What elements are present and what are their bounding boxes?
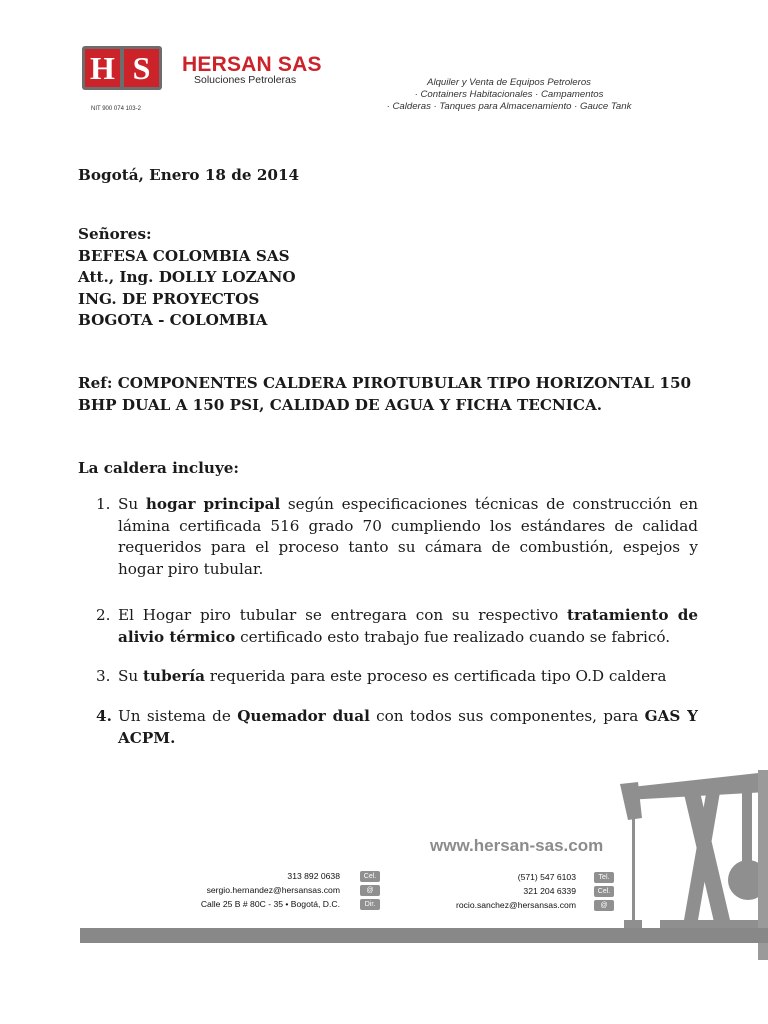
item-highlight: tubería bbox=[143, 667, 205, 685]
footer-band bbox=[80, 928, 768, 943]
list-number: 3. bbox=[96, 667, 111, 685]
item-text: Su bbox=[118, 495, 146, 513]
item-text: con todos sus componentes, para bbox=[369, 707, 645, 725]
item-highlight: tratamiento de alivio térmico bbox=[118, 606, 698, 646]
svg-text:H: H bbox=[90, 50, 115, 86]
contact-tags-left bbox=[360, 871, 380, 913]
contact-address: Calle 25 B # 80C - 35 • Bogotá, D.C. bbox=[200, 899, 340, 909]
list-number: 2. bbox=[96, 606, 111, 624]
recipient-line: BOGOTA - COLOMBIA bbox=[78, 311, 268, 329]
service-line: · Calderas · Tanques para Almacenamiento · Gauce Tank bbox=[386, 101, 632, 112]
recipient-line: BEFESA COLOMBIA SAS bbox=[78, 246, 290, 265]
services-list bbox=[380, 77, 638, 113]
cel-tag: Cel. bbox=[594, 886, 614, 897]
list-number: 4. bbox=[96, 707, 112, 725]
item-text: requerida para este proceso es certificada tipo O.D caldera bbox=[204, 667, 667, 685]
item-text: Un sistema de bbox=[118, 707, 238, 725]
hersan-logo-icon bbox=[82, 46, 162, 90]
list-item bbox=[96, 494, 698, 580]
service-line: Alquiler y Venta de Equipos Petroleros bbox=[427, 77, 591, 88]
letter-date: Bogotá, Enero 18 de 2014 bbox=[78, 166, 300, 184]
tel-tag: Tel. bbox=[594, 872, 614, 883]
contact-email[interactable]: sergio.hernandez@hersansas.com bbox=[206, 885, 340, 895]
item-highlight: GAS Y ACPM. bbox=[118, 707, 698, 747]
list-item bbox=[96, 605, 698, 648]
list-item bbox=[96, 706, 698, 749]
service-line: · Containers Habitacionales · Campamentos bbox=[414, 89, 604, 100]
contact-tags-right bbox=[594, 872, 614, 914]
intro-line: La caldera incluye: bbox=[78, 459, 240, 477]
contact-tel: (571) 547 6103 bbox=[517, 872, 576, 882]
recipient-line: Señores: bbox=[78, 225, 152, 243]
nit-number: NIT 900 074 103-2 bbox=[91, 106, 141, 112]
cel-tag: Cel. bbox=[360, 871, 380, 882]
email-tag: @ bbox=[360, 885, 380, 896]
contact-cel: 321 204 6339 bbox=[523, 886, 576, 896]
reference-line: Ref: COMPONENTES CALDERA PIROTUBULAR TIPO HORIZONTAL 150 BHP DUAL A 150 PSI, CALIDAD DE AGUA Y FICHA TECNICA. bbox=[78, 374, 692, 414]
item-text: El Hogar piro tubular se entregara con su respectivo bbox=[118, 606, 568, 624]
email-tag: @ bbox=[594, 900, 614, 911]
contact-left bbox=[150, 869, 340, 911]
address-tag: Dir. bbox=[360, 899, 380, 910]
contact-email[interactable]: rocio.sanchez@hersansas.com bbox=[455, 900, 576, 910]
item-highlight: hogar principal bbox=[145, 495, 281, 513]
recipient-line: ING. DE PROYECTOS bbox=[78, 289, 260, 308]
recipient-line: Att., Ing. DOLLY LOZANO bbox=[78, 268, 296, 286]
item-text: Su bbox=[118, 667, 144, 685]
brand-tagline: Soluciones Petroleras bbox=[194, 74, 297, 86]
item-text: certificado esto trabajo fue realizado cuando se fabricó. bbox=[235, 627, 671, 646]
brand-name: HERSAN SAS bbox=[182, 53, 322, 76]
list-item bbox=[96, 666, 698, 688]
contact-phone: 313 892 0638 bbox=[287, 871, 340, 881]
website-link[interactable]: www.hersan-sas.com bbox=[430, 836, 604, 855]
svg-text:S: S bbox=[132, 50, 151, 86]
recipient-block bbox=[78, 224, 296, 332]
list-number: 1. bbox=[96, 495, 111, 513]
item-highlight: Quemador dual bbox=[237, 707, 370, 725]
contact-right bbox=[390, 870, 576, 912]
item-text: según especificaciones técnicas de construcción en lámina certificada 516 grado 70 cumpliendo los estándares de calidad requeridos para el proceso tanto su cámara de combustión, espejos y hogar piro tubular. bbox=[118, 495, 698, 578]
